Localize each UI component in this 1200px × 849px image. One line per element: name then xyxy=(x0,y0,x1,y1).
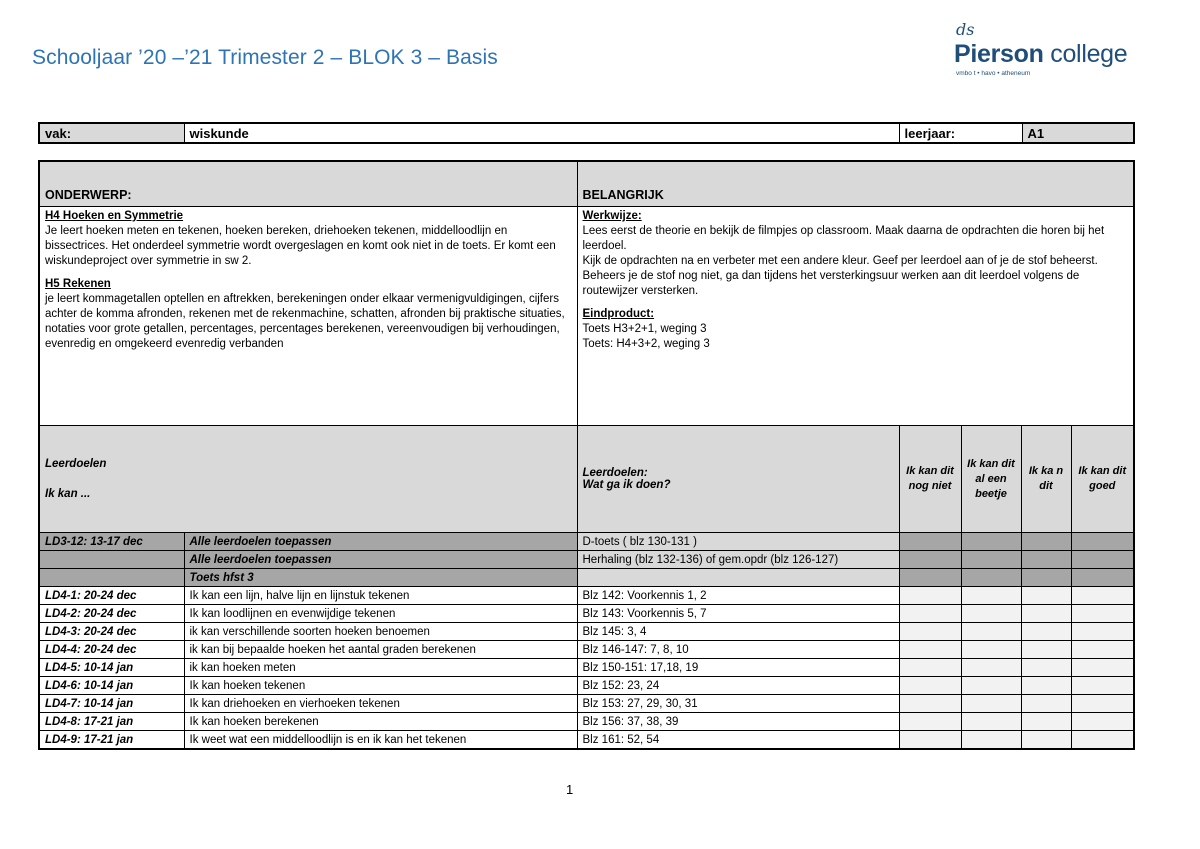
eindproduct-line: Toets: H4+3+2, weging 3 xyxy=(582,338,710,350)
self-assessment-checkbox[interactable] xyxy=(961,623,1021,641)
check-header-nog-niet: Ik kan dit nog niet xyxy=(899,426,961,533)
self-assessment-checkbox[interactable] xyxy=(1021,533,1071,551)
goal-text: Ik kan driehoeken en vierhoeken tekenen xyxy=(184,695,577,713)
table-row xyxy=(39,659,1134,677)
goal-code: LD4-5: 10-14 jan xyxy=(39,659,184,677)
table-row xyxy=(39,551,1134,569)
table-row xyxy=(39,569,1134,587)
self-assessment-checkbox[interactable] xyxy=(1021,695,1071,713)
self-assessment-checkbox[interactable] xyxy=(899,551,961,569)
goal-task: Blz 143: Voorkennis 5, 7 xyxy=(577,605,899,623)
school-logo xyxy=(952,20,1132,82)
goal-text: ik kan hoeken meten xyxy=(184,659,577,677)
logo-tagline: vmbo t • havo • atheneum xyxy=(956,70,1031,77)
goal-code: LD4-1: 20-24 dec xyxy=(39,587,184,605)
goal-text: Alle leerdoelen toepassen xyxy=(184,533,577,551)
vak-label: vak: xyxy=(39,123,184,143)
self-assessment-checkbox[interactable] xyxy=(961,695,1021,713)
table-row xyxy=(39,533,1134,551)
self-assessment-checkbox[interactable] xyxy=(899,569,961,587)
self-assessment-checkbox[interactable] xyxy=(961,533,1021,551)
table-row xyxy=(39,731,1134,750)
wat-ga-ik-doen-header: Leerdoelen: Wat ga ik doen? xyxy=(577,426,899,533)
self-assessment-checkbox[interactable] xyxy=(899,641,961,659)
leerdoelen-header: Leerdoelen Ik kan ... xyxy=(39,426,577,533)
belangrijk-content xyxy=(577,207,1134,426)
eindproduct-line: Toets H3+2+1, weging 3 xyxy=(582,323,707,335)
goal-text: Alle leerdoelen toepassen xyxy=(184,551,577,569)
werkwijze-title: Werkwijze: xyxy=(582,210,642,222)
self-assessment-checkbox[interactable] xyxy=(1071,713,1134,731)
self-assessment-checkbox[interactable] xyxy=(1021,587,1071,605)
self-assessment-checkbox[interactable] xyxy=(961,677,1021,695)
goal-text: Ik kan hoeken berekenen xyxy=(184,713,577,731)
subject-info-table xyxy=(38,122,1135,144)
table-row xyxy=(39,695,1134,713)
self-assessment-checkbox[interactable] xyxy=(1071,677,1134,695)
goal-task xyxy=(577,569,899,587)
self-assessment-checkbox[interactable] xyxy=(1071,659,1134,677)
self-assessment-checkbox[interactable] xyxy=(961,713,1021,731)
self-assessment-checkbox[interactable] xyxy=(1021,641,1071,659)
goal-text: Ik kan loodlijnen en evenwijdige tekenen xyxy=(184,605,577,623)
goal-code: LD4-2: 20-24 dec xyxy=(39,605,184,623)
goal-task: Blz 153: 27, 29, 30, 31 xyxy=(577,695,899,713)
self-assessment-checkbox[interactable] xyxy=(899,533,961,551)
self-assessment-checkbox[interactable] xyxy=(1071,731,1134,750)
self-assessment-checkbox[interactable] xyxy=(1021,677,1071,695)
goal-code: LD4-7: 10-14 jan xyxy=(39,695,184,713)
goal-task: D-toets ( blz 130-131 ) xyxy=(577,533,899,551)
self-assessment-checkbox[interactable] xyxy=(961,551,1021,569)
goal-code xyxy=(39,551,184,569)
eindproduct-title: Eindproduct: xyxy=(582,308,655,320)
self-assessment-checkbox[interactable] xyxy=(899,587,961,605)
table-row xyxy=(39,677,1134,695)
self-assessment-checkbox[interactable] xyxy=(1071,569,1134,587)
self-assessment-checkbox[interactable] xyxy=(1021,713,1071,731)
goal-task: Blz 150-151: 17,18, 19 xyxy=(577,659,899,677)
self-assessment-checkbox[interactable] xyxy=(1071,587,1134,605)
self-assessment-checkbox[interactable] xyxy=(899,623,961,641)
goal-task: Blz 156: 37, 38, 39 xyxy=(577,713,899,731)
belangrijk-heading: BELANGRIJK xyxy=(577,161,1134,207)
table-row xyxy=(39,587,1134,605)
logo-brand: Pierson college xyxy=(954,40,1128,68)
table-row xyxy=(39,641,1134,659)
goal-text: ik kan bij bepaalde hoeken het aantal graden berekenen xyxy=(184,641,577,659)
self-assessment-checkbox[interactable] xyxy=(1021,623,1071,641)
self-assessment-checkbox[interactable] xyxy=(961,605,1021,623)
goal-text: Ik kan een lijn, halve lijn en lijnstuk tekenen xyxy=(184,587,577,605)
self-assessment-checkbox[interactable] xyxy=(899,695,961,713)
goal-text: ik kan verschillende soorten hoeken benoemen xyxy=(184,623,577,641)
goal-code: LD4-4: 20-24 dec xyxy=(39,641,184,659)
goal-task: Blz 145: 3, 4 xyxy=(577,623,899,641)
page-number: 1 xyxy=(566,782,574,797)
goal-code: LD3-12: 13-17 dec xyxy=(39,533,184,551)
self-assessment-checkbox[interactable] xyxy=(1021,731,1071,750)
self-assessment-checkbox[interactable] xyxy=(961,659,1021,677)
onderwerp-content xyxy=(39,207,577,426)
self-assessment-checkbox[interactable] xyxy=(1071,623,1134,641)
self-assessment-checkbox[interactable] xyxy=(1021,569,1071,587)
self-assessment-checkbox[interactable] xyxy=(961,731,1021,750)
leerjaar-label: leerjaar: xyxy=(899,123,1022,143)
goal-code: LD4-8: 17-21 jan xyxy=(39,713,184,731)
goal-task: Blz 152: 23, 24 xyxy=(577,677,899,695)
self-assessment-checkbox[interactable] xyxy=(1021,605,1071,623)
check-header-kan-dit: Ik ka n dit xyxy=(1021,426,1071,533)
self-assessment-checkbox[interactable] xyxy=(961,641,1021,659)
check-header-goed: Ik kan dit goed xyxy=(1071,426,1134,533)
goal-text: Toets hfst 3 xyxy=(184,569,577,587)
self-assessment-checkbox[interactable] xyxy=(1021,659,1071,677)
self-assessment-checkbox[interactable] xyxy=(1071,605,1134,623)
werkwijze-line: Kijk de opdrachten na en verbeter met een andere kleur. Geef per leerdoel aan of je de stof beheerst. xyxy=(582,255,1098,267)
goal-task: Blz 161: 52, 54 xyxy=(577,731,899,750)
goal-text: Ik weet wat een middelloodlijn is en ik kan het tekenen xyxy=(184,731,577,750)
self-assessment-checkbox[interactable] xyxy=(899,605,961,623)
werkwijze-line: Lees eerst de theorie en bekijk de filmpjes op classroom. Maak daarna de opdrachten die horen bij het leerdoel. xyxy=(582,225,1105,252)
leerjaar-value: A1 xyxy=(1022,123,1134,143)
self-assessment-checkbox[interactable] xyxy=(899,713,961,731)
goal-code: LD4-6: 10-14 jan xyxy=(39,677,184,695)
vak-value: wiskunde xyxy=(184,123,899,143)
page-title: Schooljaar ’20 –’21 Trimester 2 – BLOK 3 – Basis xyxy=(32,46,498,69)
self-assessment-checkbox[interactable] xyxy=(961,569,1021,587)
goal-text: Ik kan hoeken tekenen xyxy=(184,677,577,695)
goal-task: Blz 146-147: 7, 8, 10 xyxy=(577,641,899,659)
h4-title: H4 Hoeken en Symmetrie xyxy=(45,210,184,222)
h5-text: je leert kommagetallen optellen en aftrekken, berekeningen onder elkaar vermenigvuldigingen, cijfers achter de komma afronden, rekenen met de rekenmachine, schatten, afronden bij praktische situaties, notaties voor grote getallen, percentages, percentages berekenen, vereenvoudigen bij verhoudingen, evenredig en omgekeerd evenredig verbanden xyxy=(45,293,565,350)
self-assessment-checkbox[interactable] xyxy=(899,659,961,677)
self-assessment-checkbox[interactable] xyxy=(1071,695,1134,713)
check-header-een-beetje: Ik kan dit al een beetje xyxy=(961,426,1021,533)
self-assessment-checkbox[interactable] xyxy=(1071,641,1134,659)
self-assessment-checkbox[interactable] xyxy=(1071,533,1134,551)
goal-task: Herhaling (blz 132-136) of gem.opdr (blz 126-127) xyxy=(577,551,899,569)
self-assessment-checkbox[interactable] xyxy=(899,731,961,750)
self-assessment-checkbox[interactable] xyxy=(899,677,961,695)
table-row xyxy=(39,605,1134,623)
self-assessment-checkbox[interactable] xyxy=(1021,551,1071,569)
self-assessment-checkbox[interactable] xyxy=(961,587,1021,605)
h5-title: H5 Rekenen xyxy=(45,278,111,290)
goal-task: Blz 142: Voorkennis 1, 2 xyxy=(577,587,899,605)
goal-code: LD4-3: 20-24 dec xyxy=(39,623,184,641)
onderwerp-heading: ONDERWERP: xyxy=(39,161,577,207)
goal-code: LD4-9: 17-21 jan xyxy=(39,731,184,750)
goal-code xyxy=(39,569,184,587)
logo-mark: ds xyxy=(956,20,975,39)
table-row xyxy=(39,713,1134,731)
werkwijze-line: Beheers je de stof nog niet, ga dan tijdens het versterkingsuur werken aan dit leerdoel volgens de routewijzer versterken. xyxy=(582,270,1080,297)
planning-table xyxy=(38,160,1135,750)
self-assessment-checkbox[interactable] xyxy=(1071,551,1134,569)
table-row xyxy=(39,623,1134,641)
h4-text: Je leert hoeken meten en tekenen, hoeken bereken, driehoeken tekenen, middelloodlijn en bissectrices. Het onderdeel symmetrie wordt overgeslagen en komt ook niet in de toets. Er komt een wiskundeproject over symmetrie in sw 2. xyxy=(45,225,556,267)
